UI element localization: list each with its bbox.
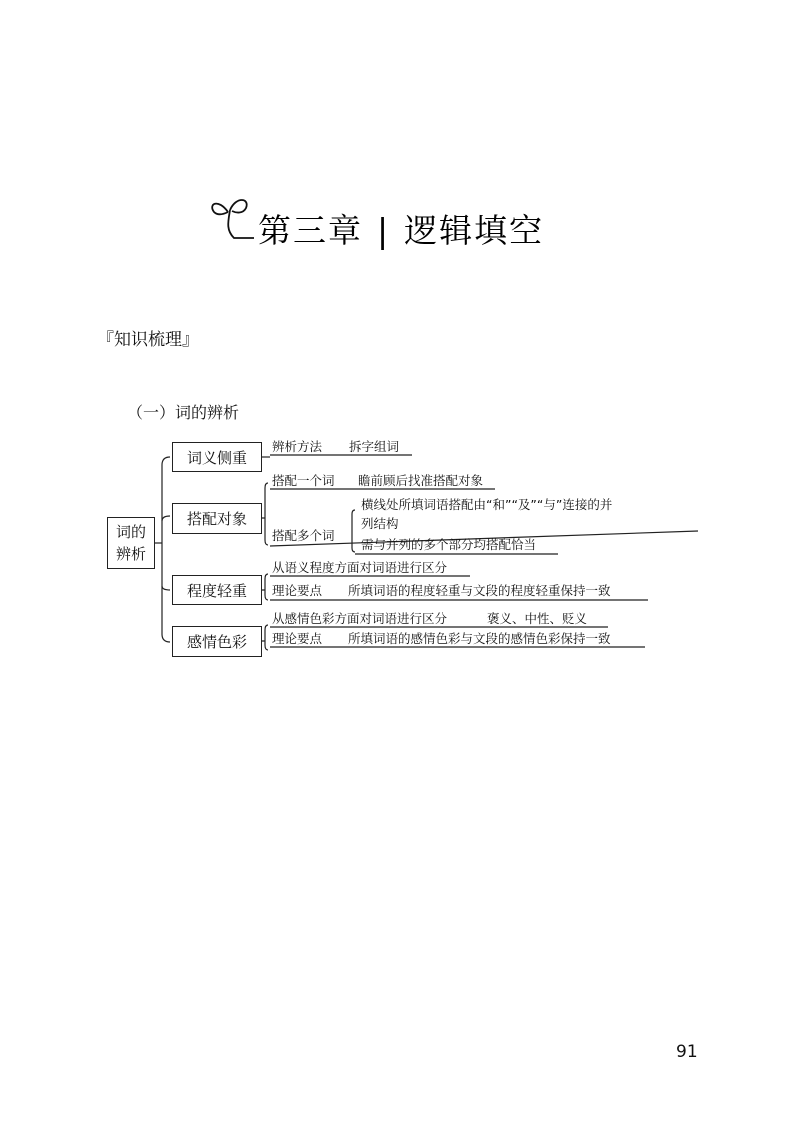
item-method-key: 辨析方法	[272, 439, 323, 454]
item-multi-word-value-line2: 列结构	[361, 516, 399, 531]
item-method-value: 拆字组词	[349, 439, 400, 454]
item-single-word-key: 搭配一个词	[272, 473, 335, 488]
item-multi-word-key: 搭配多个词	[272, 528, 335, 543]
item-multi-word-value-line1: 横线处所填词语搭配由“和”“及”“与”连接的并	[361, 497, 613, 512]
section-open-bracket: 『	[97, 330, 114, 350]
item-sentiment-value: 所填词语的感情色彩与文段的感情色彩保持一致	[348, 631, 611, 646]
branch-box-degree: 程度轻重	[172, 575, 262, 605]
page-number: 91	[676, 1042, 698, 1062]
subsection-heading: （一）词的辨析	[127, 403, 240, 422]
branch-box-word-meaning: 词义侧重	[172, 442, 262, 472]
mindmap-root	[107, 517, 155, 569]
item-single-word-value: 瞻前顾后找准搭配对象	[358, 473, 484, 488]
item-sentiment-key: 理论要点	[272, 631, 323, 646]
chapter-number: 第三章	[258, 211, 363, 250]
item-multi-word-extra: 需与并列的多个部分均搭配恰当	[361, 537, 537, 552]
item-sentiment-extra: 褒义、中性、贬义	[487, 611, 588, 626]
chapter-separator: |	[377, 211, 391, 250]
chapter-name: 逻辑填空	[404, 211, 545, 250]
item-degree-key: 理论要点	[272, 583, 323, 598]
branch-box-collocation: 搭配对象	[172, 503, 262, 534]
item-degree-text: 从语义程度方面对词语进行区分	[272, 560, 448, 575]
section-close-bracket: 』	[182, 330, 199, 350]
section-heading-text: 知识梳理	[114, 330, 182, 350]
mindmap-root-line1: 词的	[115, 523, 146, 541]
mindmap-root-line2: 辨析	[115, 545, 146, 563]
item-degree-value: 所填词语的程度轻重与文段的程度轻重保持一致	[348, 583, 611, 598]
branch-box-sentiment: 感情色彩	[172, 626, 262, 657]
item-sentiment-text: 从感情色彩方面对词语进行区分	[272, 611, 448, 626]
